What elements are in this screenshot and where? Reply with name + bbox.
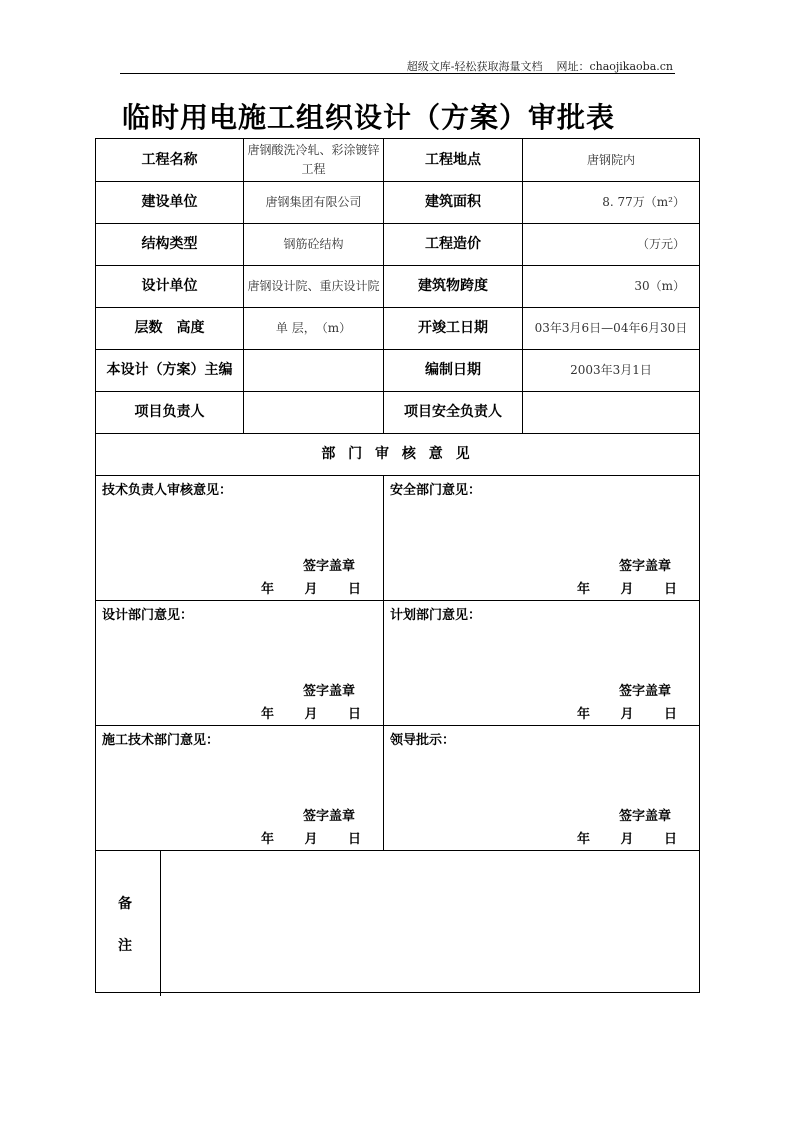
field-label: 建筑面积 [383,181,523,224]
field-value: 唐钢设计院、重庆设计院 [243,265,384,308]
signature-label: 签字盖章 [618,684,671,699]
field-value: 2003年3月1日 [522,349,700,392]
field-value [243,349,384,392]
field-label: 建设单位 [95,181,244,224]
field-value: （万元） [522,223,700,266]
field-label: 开竣工日期 [383,307,523,350]
opinion-label: 施工技术部门意见： [102,733,220,748]
field-value: 03年3月6日—04年6月30日 [522,307,700,350]
field-label: 工程名称 [95,138,244,182]
field-label: 层数 高度 [95,307,244,350]
field-label: 结构类型 [95,223,244,266]
opinion-label: 技术负责人审核意见： [102,483,233,498]
field-value: 钢筋砼结构 [243,223,384,266]
signature-label: 签字盖章 [302,559,355,574]
signature-label: 签字盖章 [618,559,671,574]
opinion-box[interactable] [95,475,384,601]
field-label: 编制日期 [383,349,523,392]
field-value: 30（m） [522,265,700,308]
signature-label: 签字盖章 [618,809,671,824]
opinion-box[interactable] [95,600,384,726]
field-label: 建筑物跨度 [383,265,523,308]
date-label: 年 月 日 [260,582,361,597]
field-value: 单 层， （m） [243,307,384,350]
date-label: 年 月 日 [260,707,361,722]
opinion-box[interactable] [383,600,700,726]
opinion-label: 领导批示： [390,733,456,748]
date-label: 年 月 日 [260,832,361,847]
date-label: 年 月 日 [576,832,677,847]
opinion-box[interactable] [383,475,700,601]
signature-label: 签字盖章 [302,809,355,824]
field-value: 8. 77万（m²） [522,181,700,224]
remarks-label-2: 注 [118,938,132,954]
field-value [522,391,700,434]
section-title: 部 门 审 核 意 见 [95,433,700,476]
remarks-box[interactable] [95,850,700,993]
opinion-box[interactable] [95,725,384,851]
header-rule [120,73,675,74]
remarks-divider [160,851,161,996]
date-label: 年 月 日 [576,582,677,597]
field-label: 设计单位 [95,265,244,308]
page-header [393,58,673,74]
opinion-label: 计划部门意见： [390,608,482,623]
field-value [243,391,384,434]
remarks-label-1: 备 [118,896,132,912]
site-url: 网址：chaojikaoba.cn [556,60,673,73]
opinion-label: 安全部门意见： [390,483,482,498]
date-label: 年 月 日 [576,707,677,722]
opinion-label: 设计部门意见： [102,608,194,623]
signature-label: 签字盖章 [302,684,355,699]
site-name: 超级文库-轻松获取海量文档 [406,60,543,73]
field-value: 唐钢酸洗冷轧、彩涂镀锌工程 [243,138,384,182]
field-value: 唐钢集团有限公司 [243,181,384,224]
field-label: 项目安全负责人 [383,391,523,434]
field-label: 项目负责人 [95,391,244,434]
field-value: 唐钢院内 [522,138,700,182]
field-label: 本设计（方案）主编 [95,349,244,392]
document-title: 临时用电施工组织设计（方案）审批表 [122,101,616,134]
opinion-box[interactable] [383,725,700,851]
field-label: 工程地点 [383,138,523,182]
field-label: 工程造价 [383,223,523,266]
